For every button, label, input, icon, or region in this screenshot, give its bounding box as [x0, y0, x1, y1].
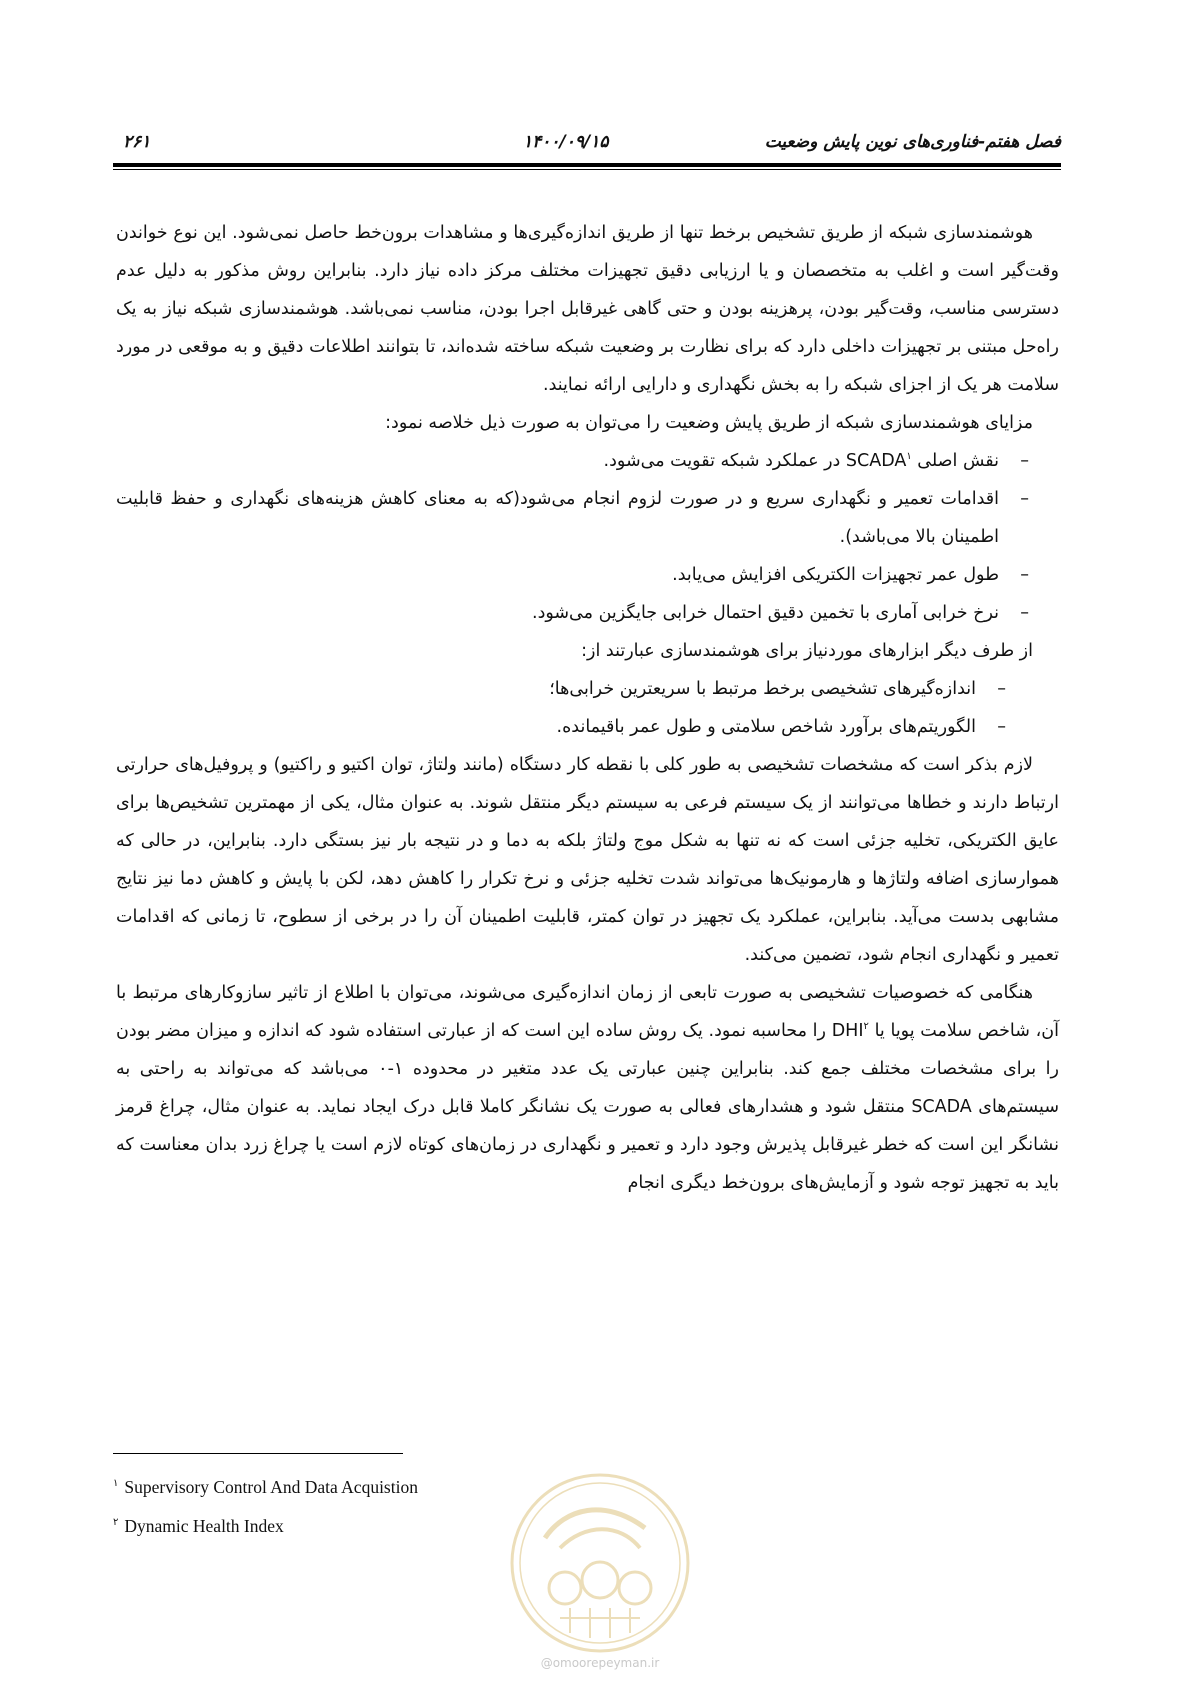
- chapter-title: فصل هفتم-فناوری‌های نوین پایش وضعیت: [764, 132, 1061, 152]
- footnote-ref: ۲: [863, 1021, 869, 1033]
- header-date: ۱۴۰۰/۰۹/۱۵: [523, 132, 609, 152]
- list-item-text: الگوریتم‌های برآورد شاخص سلامتی و طول عمر باقیمانده.: [556, 717, 976, 737]
- footnote-text: Dynamic Health Index: [124, 1515, 284, 1536]
- list-item-text: نقش اصلی SCADA: [845, 451, 999, 471]
- benefits-list: [116, 442, 1059, 632]
- footnote-mark: ۲: [113, 1516, 119, 1528]
- list-item: [116, 556, 1059, 594]
- bullet-dash: –: [1020, 603, 1029, 623]
- footnote-ref: ۱: [906, 451, 912, 463]
- page-number: ۲۶۱: [123, 132, 151, 152]
- list-item-text: طول عمر تجهیزات الکتریکی افزایش می‌یابد.: [672, 565, 999, 585]
- tools-intro: از طرف دیگر ابزارهای موردنیاز برای هوشمندسازی عبارتند از:: [581, 641, 1033, 661]
- header-rule-thick: [113, 163, 1061, 167]
- bullet-dash: –: [1020, 489, 1029, 509]
- bullet-dash: –: [997, 717, 1006, 737]
- publisher-seal-logo: [505, 1468, 695, 1658]
- list-item-text: اقدامات تعمیر و نگهداری سریع و در صورت لزوم انجام می‌شود(که به معنای کاهش هزینه‌های نگهداری و حفظ قابلیت اطمینان بالا می‌باشد).: [116, 489, 999, 547]
- list-item: [116, 708, 1059, 746]
- paragraph-2: لازم بذکر است که مشخصات تشخیصی به طور کلی با نقطه کار دستگاه (مانند ولتاژ، توان اکتیو و راکتیو) و پروفیل‌های حرارتی ارتباط دارند و خطاها می‌توانند از یک سیستم فرعی به سیستم دیگر منتقل شوند. به عنوان مثال، یکی از مهمترین تشخیص‌ها برای عایق الکتریکی، تخلیه جزئی است که نه تنها به شکل موج ولتاژ بلکه به دما و در نتیجه بار نیز بستگی دارد. بنابراین، در حالی که هموارسازی اضافه ولتاژها و هارمونیک‌ها می‌تواند شدت تخلیه جزئی و نرخ تکرار را کاهش دهد، لکن با پایش و کاهش دما نیز نتایج مشابهی بدست می‌آید. بنابراین، عملکرد یک تجهیز در توان کمتر، قابلیت اطمینان آن را در برخی از سطوح، تا زمانی که اقدامات تعمیر و نگهداری انجام شود، تضمین می‌کند.: [116, 755, 1059, 965]
- paragraph-3-part-2: را محاسبه نمود. یک روش ساده این است که از عبارتی استفاده شود که اندازه و میزان مضر بودن را برای مشخصات مختلف جمع کند. بنابراین چنین عبارتی یک عدد متغیر در محدوده ۱-۰ می‌باشد که می‌تواند به راحتی به سیستم‌های SCADA منتقل شود و هشدارهای فعالی به صورت یک نشانگر کاملا قابل درک ایجاد نماید. به عنوان مثال، چراغ قرمز نشانگر این است که خطر غیرقابل پذیرش وجود دارد و تعمیر و نگهداری در زمان‌های کوتاه لازم است یا چراغ زرد بدان معناست که باید به تجهیز توجه شود و آزمایش‌های برون‌خط دیگری انجام: [116, 1021, 1059, 1193]
- bullet-dash: –: [1020, 451, 1029, 471]
- body-text: [116, 214, 1059, 1202]
- footnote-separator: [113, 1453, 403, 1454]
- list-item: [116, 442, 1059, 480]
- list-item-text: اندازه‌گیرهای تشخیصی برخط مرتبط با سریعترین خرابی‌ها؛: [549, 679, 976, 699]
- list-item: [116, 670, 1059, 708]
- paragraph-1: هوشمندسازی شبکه از طریق تشخیص برخط تنها از طریق اندازه‌گیری‌ها و مشاهدات برون‌خط حاصل نمی‌شود. این نوع خواندن وقت‌گیر است و اغلب به متخصصان و یا ارزیابی دقیق تجهیزات مختلف مرکز داده نیاز دارد. بنابراین روش مذکور به دلیل عدم دسترسی مناسب، وقت‌گیر بودن، پرهزینه بودن و حتی گاهی غیرقابل اجرا بودن، مناسب نمی‌باشد. هوشمندسازی شبکه نیاز به یک راه‌حل مبتنی بر تجهیزات داخلی دارد که برای نظارت بر وضعیت شبکه ساخته شده‌اند، تا بتوانند اطلاعات دقیق و به موقعی در مورد سلامت هر یک از اجزای شبکه را به بخش نگهداری و دارایی ارائه نمایند.: [116, 223, 1059, 395]
- watermark-url: @omoorepeyman.ir: [540, 1656, 660, 1670]
- running-header: [113, 128, 1061, 160]
- paragraph-3: [116, 974, 1059, 1202]
- bullet-dash: –: [1020, 565, 1029, 585]
- bullet-dash: –: [997, 679, 1006, 699]
- paragraph-3-part-1: هنگامی که خصوصیات تشخیصی به صورت تابعی از زمان اندازه‌گیری می‌شوند، می‌توان با اطلاع از تاثیر سازوکارهای مرتبط با آن، شاخص سلامت پویا یا DHI: [116, 983, 1059, 1041]
- header-rule-thin: [113, 169, 1061, 170]
- list-item-text-cont: در عملکرد شبکه تقویت می‌شود.: [603, 451, 846, 471]
- tools-list: [116, 670, 1059, 746]
- footnote-text: Supervisory Control And Data Acquistion: [124, 1476, 418, 1497]
- footnote-mark: ۱: [113, 1478, 119, 1489]
- list-item-text: نرخ خرابی آماری با تخمین دقیق احتمال خرابی جایگزین می‌شود.: [532, 603, 999, 623]
- list-item: [116, 480, 1059, 556]
- benefits-intro: مزایای هوشمندسازی شبکه از طریق پایش وضعیت را می‌توان به صورت ذیل خلاصه نمود:: [385, 413, 1033, 433]
- list-item: [116, 594, 1059, 632]
